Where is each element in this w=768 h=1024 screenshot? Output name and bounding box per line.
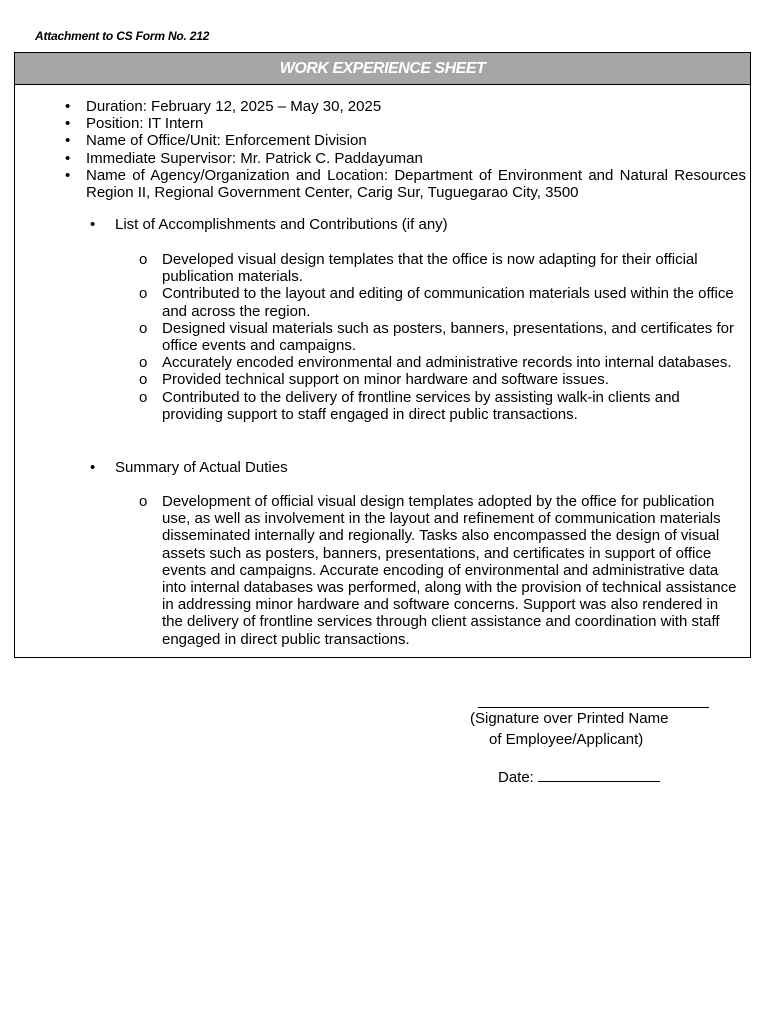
accomplishment-item: o Accurately encoded environmental and administrative records into internal databases. — [137, 354, 742, 371]
date-label: Date: — [498, 769, 534, 786]
detail-duration: • Duration: February 12, 2025 – May 30, 2025 — [65, 98, 746, 115]
duties-list — [137, 493, 742, 648]
attachment-label: Attachment to CS Form No. 212 — [35, 29, 210, 43]
accomplishments-list — [137, 251, 742, 423]
work-experience-form — [14, 52, 751, 658]
date-blank-line[interactable] — [538, 767, 660, 782]
accomplishment-item: o Contributed to the delivery of frontline services by assisting walk-in clients and providing support to staff engaged in direct public transactions. — [137, 389, 742, 423]
sheet-header — [15, 53, 750, 85]
accomplishment-item: o Designed visual materials such as posters, banners, presentations, and certificates for office events and campaigns. — [137, 320, 742, 354]
details-list — [65, 98, 746, 201]
date-row — [498, 767, 660, 788]
accomplishment-item: o Contributed to the layout and editing of communication materials used within the office and across the region. — [137, 285, 742, 319]
signature-line — [478, 707, 709, 708]
duties-heading: • Summary of Actual Duties — [90, 459, 746, 476]
duties-section — [90, 459, 746, 476]
signature-sublabel: of Employee/Applicant) — [489, 731, 644, 748]
detail-agency: • Name of Agency/Organization and Location: Department of Environment and Natural Resources Region II, Regional Government Center, Carig Sur, Tuguegarao City, 3500 — [65, 167, 746, 201]
accomplishment-item: o Provided technical support on minor hardware and software issues. — [137, 371, 742, 388]
detail-supervisor: • Immediate Supervisor: Mr. Patrick C. Paddayuman — [65, 150, 746, 167]
detail-position: • Position: IT Intern — [65, 115, 746, 132]
detail-office: • Name of Office/Unit: Enforcement Division — [65, 132, 746, 149]
accomplishments-heading: • List of Accomplishments and Contributions (if any) — [90, 216, 746, 233]
sheet-title: WORK EXPERIENCE SHEET — [279, 59, 486, 77]
duty-item: o Development of official visual design templates adopted by the office for publication use, as well as involvement in the layout and refinement of communication materials disseminated internally and regionally. Tasks also encompassed the design of visual assets such as posters, banners, presentations, and certificates in support of office events and campaigns. Accurate encoding of environmental and administrative data into internal databases was performed, along with the provision of technical assistance in addressing minor hardware and software concerns. Support was also rendered in the delivery of frontline services through client assistance and coordination with staff engaged in direct public transactions. — [137, 493, 742, 648]
accomplishments-section — [90, 216, 746, 233]
signature-label: (Signature over Printed Name — [470, 710, 669, 727]
accomplishment-item: o Developed visual design templates that the office is now adapting for their official publication materials. — [137, 251, 742, 285]
